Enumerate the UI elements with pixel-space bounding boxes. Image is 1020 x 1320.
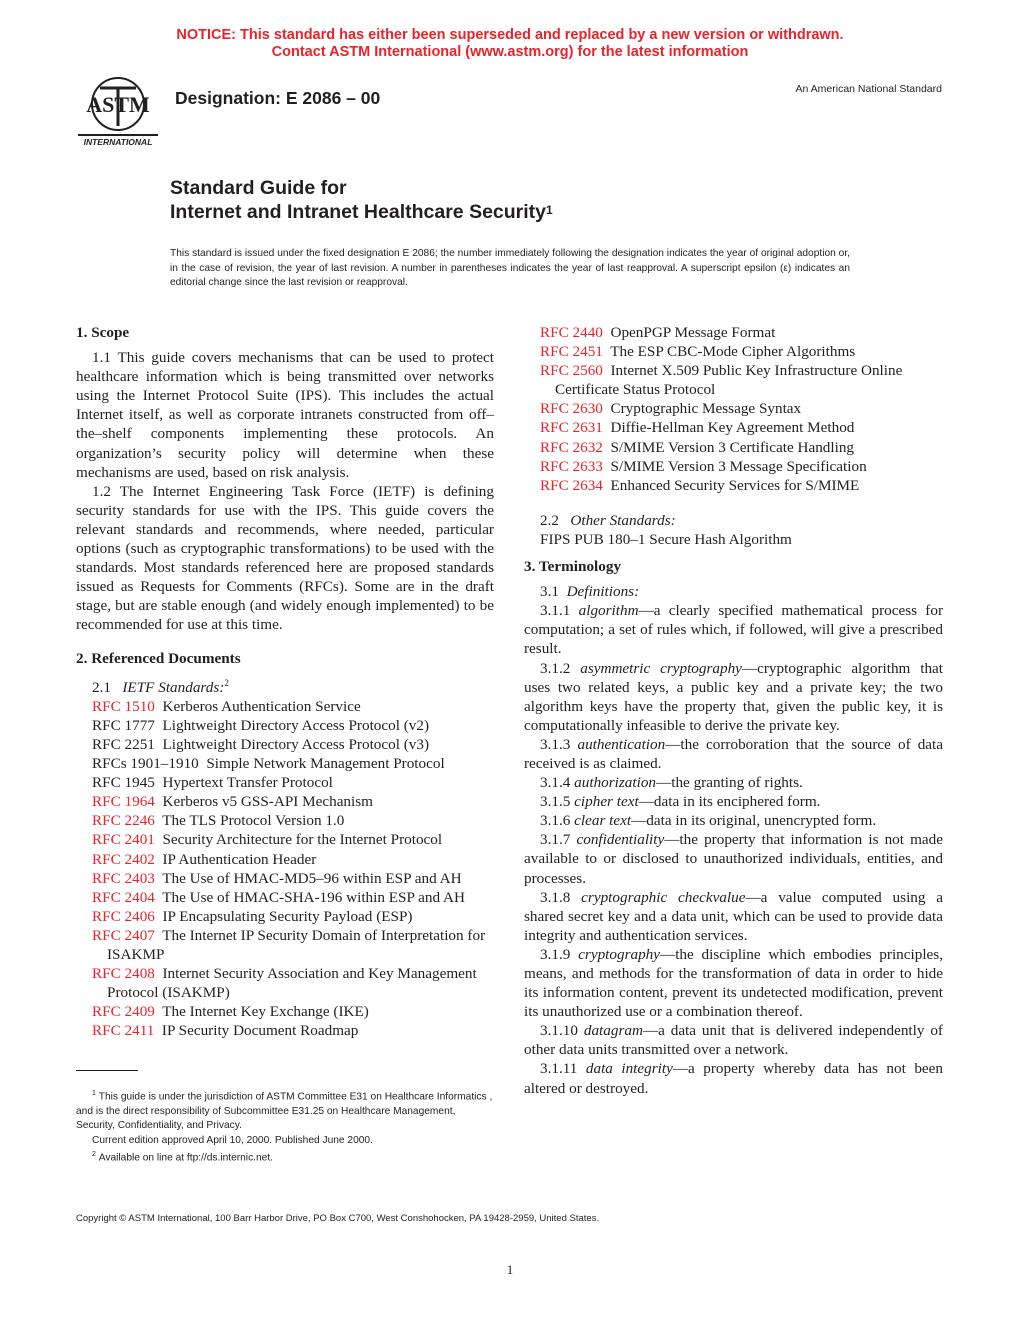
rfc-title: Lightweight Directory Access Protocol (v2) [162, 716, 430, 734]
rfc-link[interactable]: RFC 2631 [540, 419, 603, 437]
document-title [170, 176, 553, 224]
logo-subtext: INTERNATIONAL [83, 137, 153, 147]
rfc-list-item [76, 792, 494, 811]
issued-note: This standard is issued under the fixed designation E 2086; the number immediately following the designation indicates the year of original adoption or, in the case of revision, the year of last revision. A number in parentheses indicates the year of last reapproval. A superscript epsilon (ε) indicates an editorial change since the last revision or reapproval. [170, 248, 850, 288]
definitions-list [524, 601, 943, 1097]
definition-text: —the property that information is not made available to or disclosed to unauthorized individuals, entities, and processes. [524, 831, 943, 887]
definition-number: 3.1.5 [540, 793, 571, 811]
definition-term: cipher text [574, 793, 639, 811]
rfc-list-item [76, 964, 494, 1002]
scope-paragraph-1-2: 1.2 The Internet Engineering Task Force (IETF) is defining security standards for use with the IPS. This guide covers the relevant standards and recommends, where needed, particular options (such as cryptographic transformations) to be used with the standards. Most standards referenced here are proposed standards issued as Requests for Comments (RFCs). Some are in the draft stage, but are stable enough (and widely enough implemented) to be recommended for use at this time. [76, 482, 494, 634]
rfc-title: Lightweight Directory Access Protocol (v3) [162, 735, 430, 753]
designation: Designation: E 2086 – 00 [175, 88, 381, 108]
definition-term: algorithm [578, 602, 639, 620]
astm-logo [76, 76, 160, 150]
rfc-list-item [76, 888, 494, 907]
title-line-1: Standard Guide for [170, 177, 347, 199]
rfc-title: S/MIME Version 3 Message Specification [610, 457, 867, 475]
definition-number: 3.1.9 [540, 945, 571, 963]
definition-number: 3.1.7 [540, 831, 571, 849]
rfc-link[interactable]: RFC 2401 [92, 831, 155, 849]
rfc-link[interactable]: RFC 2407 [92, 926, 155, 944]
definition-text: —a property whereby data has not been altered or destroyed. [524, 1060, 943, 1097]
definition-item [524, 830, 943, 887]
terminology-heading: 3. Terminology [524, 558, 622, 576]
rfc-link[interactable]: RFC 2402 [92, 850, 155, 868]
definition-term: confidentiality [576, 831, 665, 849]
rfc-title: The Internet IP Security Domain of Interpretation for ISAKMP [107, 926, 486, 963]
definition-item [524, 888, 943, 945]
definition-text: —data in its original, unencrypted form. [631, 812, 877, 830]
rfc-list-item [524, 476, 943, 495]
definition-text: —the corroboration that the source of data received is as claimed. [524, 735, 944, 772]
rfc-link[interactable]: RFC 2411 [92, 1022, 155, 1040]
definition-item [524, 735, 943, 773]
ietf-subheading: 2.1 IETF Standards:$^2$ [92, 677, 229, 696]
rfc-list-item [524, 361, 943, 399]
rfc-list-item [76, 869, 494, 888]
definition-number: 3.1.1 [540, 602, 571, 620]
definition-text: —a value computed using a shared secret key and a data unit, which can be used to provide data integrity and authentication services. [524, 888, 944, 944]
rfc-title: The Internet Key Exchange (IKE) [162, 1003, 369, 1021]
definition-term: clear text [574, 812, 632, 830]
definition-text: —the granting of rights. [656, 774, 803, 792]
logo-text: ASTM [86, 92, 150, 117]
notice-line-1: NOTICE: This standard has either been superseded and replaced by a new version or withdrawn. [176, 27, 844, 43]
rfc-link[interactable]: RFC 2404 [92, 888, 155, 906]
footnotes [76, 1087, 494, 1166]
rfc-list-item [76, 697, 494, 716]
rfc-link[interactable]: RFC 2440 [540, 324, 603, 341]
footnote-divider [76, 1070, 138, 1071]
rfc-link[interactable]: RFC 2634 [540, 476, 603, 494]
rfc-title: Kerberos Authentication Service [162, 697, 361, 715]
rfc-list-item [76, 1021, 494, 1040]
rfc-title: Diffie-Hellman Key Agreement Method [610, 419, 855, 437]
right-column [524, 323, 943, 1098]
rfc-title: S/MIME Version 3 Certificate Handling [610, 438, 855, 456]
rfc-list-item [76, 1002, 494, 1021]
rfc-list-left [76, 697, 494, 1041]
american-national-standard: An American National Standard [795, 83, 942, 95]
rfc-link[interactable]: RFC 1510 [92, 697, 155, 715]
rfc-link[interactable]: RFC 1964 [92, 793, 155, 811]
definition-term: authentication [577, 735, 666, 753]
rfc-list-item [76, 830, 494, 849]
definition-number: 3.1.3 [540, 735, 571, 753]
rfc-title: The TLS Protocol Version 1.0 [162, 812, 345, 830]
scope-paragraph-1-1: 1.1 This guide covers mechanisms that can be used to protect healthcare information which is being transmitted over networks using the Internet Protocol Suite (IPS). This includes the actual Internet itself, as well as corporate intranets constructed from off–the–shelf components implementing these protocols. An organization’s security policy will determine when these mechanisms are used, based on risk analysis. [76, 349, 494, 481]
rfc-number: RFC 1945 [92, 774, 155, 792]
definition-number: 3.1.11 [540, 1060, 578, 1078]
definition-number: 3.1.10 [540, 1022, 578, 1040]
definition-text: —a data unit that is delivered independently of other data units transmitted over a network. [524, 1022, 943, 1059]
rfc-list-item [524, 418, 943, 437]
referenced-heading: 2. Referenced Documents [76, 649, 241, 667]
rfc-list-item [524, 342, 943, 361]
definition-number: 3.1.6 [540, 812, 571, 830]
rfc-title: IP Authentication Header [162, 850, 317, 868]
definition-item [524, 945, 943, 1021]
rfc-list-item [76, 754, 494, 773]
definition-term: authorization [574, 774, 657, 792]
other-standard-item: FIPS PUB 180–1 Secure Hash Algorithm [540, 530, 792, 548]
rfc-title: The Use of HMAC-SHA-196 within ESP and AH [162, 888, 465, 906]
rfc-list-item [524, 438, 943, 457]
title-line-2: Internet and Intranet Healthcare Security$^1$ [170, 201, 553, 223]
footnote-2: $^2$ Available on line at ftp://ds.internic.net. [92, 1151, 273, 1164]
rfc-title: IP Security Document Roadmap [161, 1022, 359, 1040]
rfc-list-item [76, 907, 494, 926]
rfc-list-item [524, 323, 943, 342]
rfc-link[interactable]: RFC 2406 [92, 907, 155, 925]
superseded-notice [0, 27, 1020, 61]
rfc-title: Security Architecture for the Internet Protocol [162, 831, 443, 849]
rfc-list-item [76, 716, 494, 735]
copyright-line: Copyright © ASTM International, 100 Barr Harbor Drive, PO Box C700, West Conshohocken, PA 19428-2959, United States. [76, 1213, 600, 1224]
rfc-title: The ESP CBC-Mode Cipher Algorithms [610, 343, 856, 361]
rfc-link[interactable]: RFC 2632 [540, 438, 603, 456]
rfc-link[interactable]: RFC 2409 [92, 1003, 155, 1021]
rfc-title: Hypertext Transfer Protocol [162, 774, 333, 792]
definition-text: —the discipline which embodies principles, means, and methods for the transformation of data in order to hide its information content, prevent its undetected modification, prevent its unauthorized use or a combination thereof. [524, 945, 943, 1021]
rfc-list-item [76, 926, 494, 964]
definition-text: —cryptographic algorithm that uses two related keys, a public key and a private key; the two algorithm keys have the property that, given the public key, it is computationally infeasible to derive the private key. [524, 659, 944, 734]
definition-item [524, 792, 943, 811]
rfc-title: Cryptographic Message Syntax [610, 400, 802, 418]
other-standards-subheading: 2.2 Other Standards: [540, 511, 676, 529]
rfc-list-right [524, 323, 943, 495]
notice-line-2: Contact ASTM International (www.astm.org) for the latest information [271, 44, 749, 60]
rfc-title: The Use of HMAC-MD5–96 within ESP and AH [162, 869, 462, 887]
rfc-link[interactable]: RFC 2630 [540, 400, 603, 418]
left-column [76, 323, 494, 1040]
definition-item [524, 811, 943, 830]
rfc-title: Kerberos v5 GSS-API Mechanism [162, 793, 373, 811]
rfc-list-item [76, 735, 494, 754]
rfc-link[interactable]: RFC 2403 [92, 869, 155, 887]
rfc-list-item [524, 457, 943, 476]
rfc-list-item [524, 399, 943, 418]
rfc-title: Internet Security Association and Key Management Protocol (ISAKMP) [107, 965, 477, 1002]
definition-term: cryptographic checkvalue [581, 888, 746, 906]
rfc-list-item [76, 811, 494, 830]
rfc-link[interactable]: RFC 2246 [92, 812, 155, 830]
definition-text: —a clearly specified mathematical process for computation; a set of rules which, if followed, will give a prescribed result. [524, 602, 943, 658]
rfc-list-item [76, 850, 494, 869]
definition-number: 3.1.4 [540, 774, 571, 792]
scope-heading: 1. Scope [76, 324, 130, 341]
definition-item [524, 1059, 943, 1097]
rfc-title: Internet X.509 Public Key Infrastructure Online Certificate Status Protocol [555, 362, 903, 399]
footnote-1: $^1$ This guide is under the jurisdiction of ASTM Committee E31 on Healthcare Informatics , and is the direct responsibility of Subcommittee E31.25 on Healthcare Management, Security, Confidentiality, and Privacy. [76, 1090, 493, 1132]
definition-item [524, 601, 943, 658]
rfc-number: RFC 2251 [92, 735, 155, 753]
rfc-link[interactable]: RFC 2408 [92, 965, 155, 983]
rfc-number: RFCs 1901–1910 [92, 755, 199, 773]
rfc-title: IP Encapsulating Security Payload (ESP) [162, 907, 413, 925]
definition-item [524, 1021, 943, 1059]
rfc-link[interactable]: RFC 2633 [540, 457, 603, 475]
title-footnote-mark: 1 [546, 203, 553, 217]
definition-item [524, 773, 943, 792]
rfc-link[interactable]: RFC 2560 [540, 362, 603, 380]
rfc-title: Enhanced Security Services for S/MIME [610, 476, 860, 494]
definition-term: asymmetric cryptography [580, 659, 742, 677]
definition-term: cryptography [578, 945, 660, 963]
definition-number: 3.1.8 [540, 888, 571, 906]
rfc-link[interactable]: RFC 2451 [540, 343, 603, 361]
definition-term: data integrity [585, 1060, 673, 1078]
rfc-title: Simple Network Management Protocol [206, 755, 445, 773]
rfc-title: OpenPGP Message Format [610, 324, 776, 341]
definition-item [524, 659, 943, 735]
rfc-list-item [76, 773, 494, 792]
rfc-number: RFC 1777 [92, 716, 155, 734]
page-number: 1 [506, 1262, 514, 1277]
definition-text: —data in its enciphered form. [638, 793, 821, 811]
footnote-1-edition: Current edition approved April 10, 2000. Published June 2000. [92, 1134, 373, 1146]
definitions-subheading: 3.1 Definitions: [540, 583, 640, 601]
definition-number: 3.1.2 [540, 659, 571, 677]
definition-term: datagram [583, 1022, 643, 1040]
